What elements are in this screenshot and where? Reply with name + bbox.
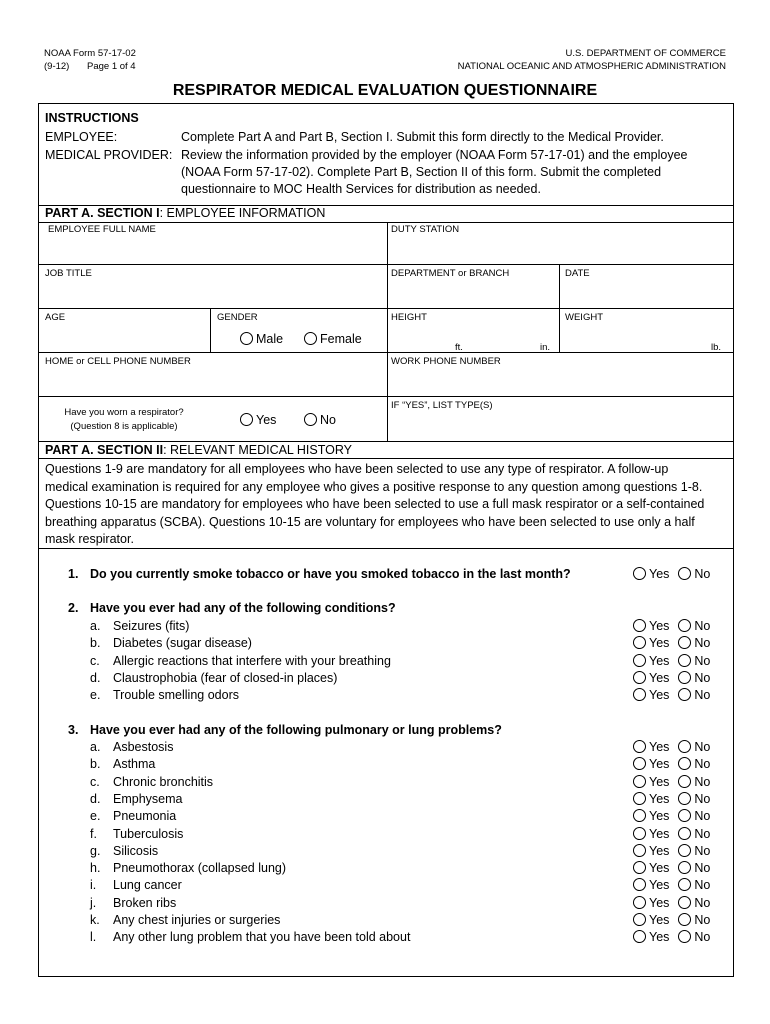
item-text: Pneumonia <box>113 809 177 824</box>
yes-no-answer <box>633 688 710 702</box>
yes-radio[interactable]: Yes <box>633 775 669 789</box>
no-radio[interactable]: No <box>678 636 710 650</box>
item-text: Seizures (fits) <box>113 619 190 633</box>
yes-radio[interactable]: Yes <box>633 896 669 910</box>
item-letter: a. <box>90 740 101 754</box>
yes-radio[interactable]: Yes <box>633 757 669 771</box>
yes-no-answer <box>633 896 710 910</box>
yes-no-answer <box>633 878 710 892</box>
yes-radio[interactable]: Yes <box>633 861 669 875</box>
item-letter: i. <box>90 878 97 893</box>
yes-no-answer <box>633 671 710 685</box>
page-number: Page 1 of 4 <box>87 61 136 72</box>
department-name: U.S. DEPARTMENT OF COMMERCE <box>565 48 726 59</box>
yes-no-answer <box>633 809 710 823</box>
no-radio[interactable]: No <box>678 740 710 754</box>
question-1-text: Do you currently smoke tobacco or have you smoked tobacco in the last month? <box>90 567 571 581</box>
section2-heading: PART A. SECTION II: RELEVANT MEDICAL HISTORY <box>45 443 353 457</box>
question-number: 3. <box>68 723 79 737</box>
yes-radio[interactable]: Yes <box>633 671 669 685</box>
employee-full-name-field[interactable]: EMPLOYEE FULL NAME <box>48 224 156 235</box>
yes-no-answer <box>633 757 710 771</box>
item-letter: e. <box>90 688 101 703</box>
item-letter: b. <box>90 636 101 651</box>
no-radio[interactable]: No <box>678 671 710 685</box>
item-letter: c. <box>90 653 100 668</box>
item-text: Tuberculosis <box>113 826 184 841</box>
instructions-heading: INSTRUCTIONS <box>45 111 139 125</box>
department-field[interactable]: DEPARTMENT or BRANCH <box>391 268 510 279</box>
agency-name: NATIONAL OCEANIC AND ATMOSPHERIC ADMINISTRATION <box>457 61 726 72</box>
gender-male-radio[interactable]: Male <box>240 332 283 346</box>
no-radio[interactable]: No <box>678 913 710 927</box>
item-letter: l. <box>90 930 97 945</box>
yes-radio[interactable]: Yes <box>633 913 669 927</box>
item-letter: e. <box>90 809 101 824</box>
no-radio[interactable]: No <box>678 827 710 841</box>
item-text: Diabetes (sugar disease) <box>113 636 252 651</box>
item-text: Lung cancer <box>113 878 182 893</box>
section1-heading: PART A. SECTION I: EMPLOYEE INFORMATION <box>45 206 326 220</box>
no-radio[interactable]: No <box>678 619 710 633</box>
no-radio[interactable]: No <box>678 809 710 823</box>
age-field[interactable]: AGE <box>45 312 66 323</box>
employee-instruction: Complete Part A and Part B, Section I. Submit this form directly to the Medical Provider. <box>181 130 664 144</box>
provider-instruction-line: questionnaire to MOC Health Services for distribution as needed. <box>181 182 541 196</box>
provider-instruction-line: Review the information provided by the employer (NOAA Form 57-17-01) and the employee <box>181 148 688 162</box>
yes-radio[interactable]: Yes <box>633 740 669 754</box>
provider-instruction-line: (NOAA Form 57-17-02). Complete Part B, Section II of this form. Submit the completed <box>181 165 662 179</box>
yes-no-answer <box>633 930 710 944</box>
item-letter: d. <box>90 791 101 806</box>
question-number: 1. <box>68 567 79 581</box>
yes-radio[interactable]: Yes <box>633 878 669 892</box>
yes-no-answer <box>633 844 710 858</box>
no-radio[interactable]: No <box>678 688 710 702</box>
item-letter: b. <box>90 757 101 772</box>
item-text: Pneumothorax (collapsed lung) <box>113 861 287 876</box>
item-letter: c. <box>90 774 100 789</box>
item-text: Any chest injuries or surgeries <box>113 913 281 927</box>
no-radio[interactable]: No <box>678 775 710 789</box>
yes-radio[interactable]: Yes <box>633 930 669 944</box>
worn-respirator-question: Have you worn a respirator? (Question 8 is applicable) <box>64 407 184 432</box>
no-radio[interactable]: No <box>678 896 710 910</box>
worn-respirator-no-radio[interactable]: No <box>304 413 336 427</box>
item-text: Broken ribs <box>113 895 177 910</box>
question-1-answer <box>633 567 710 581</box>
yes-no-answer <box>633 913 710 927</box>
item-text: Chronic bronchitis <box>113 774 214 789</box>
yes-no-answer <box>633 636 710 650</box>
no-radio[interactable]: No <box>678 878 710 892</box>
yes-radio[interactable]: Yes <box>633 792 669 806</box>
yes-radio[interactable]: Yes <box>633 619 669 633</box>
item-text: Asthma <box>113 757 156 772</box>
section2-instructions: Questions 1-9 are mandatory for all employees who have been selected to use any type of respirator. A follow-up medical examination is required for any employee who gives a positive response to any question among questions 1-8. Questions 10-15 are mandatory for employees who have been selected to use a full mask respirator or a self-contained breathing apparatus (SCBA). Questions 10-15 are voluntary for employees who have been selected to use only a half mask respirator. <box>45 462 705 547</box>
item-text: Allergic reactions that interfere with your breathing <box>113 653 391 668</box>
item-text: Trouble smelling odors <box>113 688 239 703</box>
no-radio[interactable]: No <box>678 654 710 668</box>
yes-no-answer <box>633 775 710 789</box>
work-phone-field[interactable]: WORK PHONE NUMBER <box>391 356 501 367</box>
yes-no-answer <box>633 740 710 754</box>
no-radio[interactable]: No <box>678 792 710 806</box>
provider-label: MEDICAL PROVIDER: <box>45 148 173 162</box>
item-letter: j. <box>90 895 97 910</box>
yes-radio[interactable]: Yes <box>633 636 669 650</box>
no-radio[interactable]: No <box>678 567 710 581</box>
date-field[interactable]: DATE <box>565 268 590 279</box>
item-text: Claustrophobia (fear of closed-in places) <box>113 670 338 685</box>
yes-radio[interactable]: Yes <box>633 688 669 702</box>
form-number: NOAA Form 57-17-02 <box>44 48 136 59</box>
no-radio[interactable]: No <box>678 844 710 858</box>
item-letter: k. <box>90 913 100 927</box>
item-text: Any other lung problem that you have been told about <box>113 930 411 945</box>
yes-radio[interactable]: Yes <box>633 809 669 823</box>
question-3-text: Have you ever had any of the following pulmonary or lung problems? <box>90 723 502 737</box>
page-title: RESPIRATOR MEDICAL EVALUATION QUESTIONNAIRE <box>172 82 598 99</box>
item-letter: g. <box>90 843 101 858</box>
form-revision: (9-12) <box>44 61 70 72</box>
yes-radio[interactable]: Yes <box>633 844 669 858</box>
gender-label: GENDER <box>217 312 258 323</box>
height-field[interactable]: HEIGHT <box>391 312 427 323</box>
item-letter: h. <box>90 861 101 876</box>
employee-label: EMPLOYEE: <box>45 130 118 144</box>
weight-field[interactable]: WEIGHT <box>565 312 603 323</box>
item-letter: f. <box>90 826 97 841</box>
item-text: Emphysema <box>113 791 183 806</box>
respirator-types-field[interactable]: IF “YES”, LIST TYPE(S) <box>391 400 493 411</box>
home-phone-field[interactable]: HOME or CELL PHONE NUMBER <box>45 356 191 367</box>
yes-no-answer <box>633 827 710 841</box>
item-letter: a. <box>90 619 101 633</box>
question-number: 2. <box>68 601 79 615</box>
no-radio[interactable]: No <box>678 861 710 875</box>
gender-female-radio[interactable]: Female <box>304 332 362 346</box>
yes-no-answer <box>633 619 710 633</box>
height-ft-unit: ft. <box>455 342 463 353</box>
yes-no-answer <box>633 792 710 806</box>
item-letter: d. <box>90 670 101 685</box>
item-text: Silicosis <box>113 843 159 858</box>
yes-radio[interactable]: Yes <box>633 567 669 581</box>
yes-no-answer <box>633 654 710 668</box>
height-in-unit: in. <box>540 342 551 353</box>
no-radio[interactable]: No <box>678 757 710 771</box>
item-text: Asbestosis <box>113 740 174 754</box>
yes-radio[interactable]: Yes <box>633 654 669 668</box>
yes-radio[interactable]: Yes <box>633 827 669 841</box>
yes-no-answer <box>633 861 710 875</box>
worn-respirator-yes-radio[interactable]: Yes <box>240 413 276 427</box>
question-2-text: Have you ever had any of the following conditions? <box>90 601 396 615</box>
weight-lb-unit: lb. <box>711 342 722 353</box>
no-radio[interactable]: No <box>678 930 710 944</box>
duty-station-field[interactable]: DUTY STATION <box>391 224 460 235</box>
job-title-field[interactable]: JOB TITLE <box>45 268 92 279</box>
